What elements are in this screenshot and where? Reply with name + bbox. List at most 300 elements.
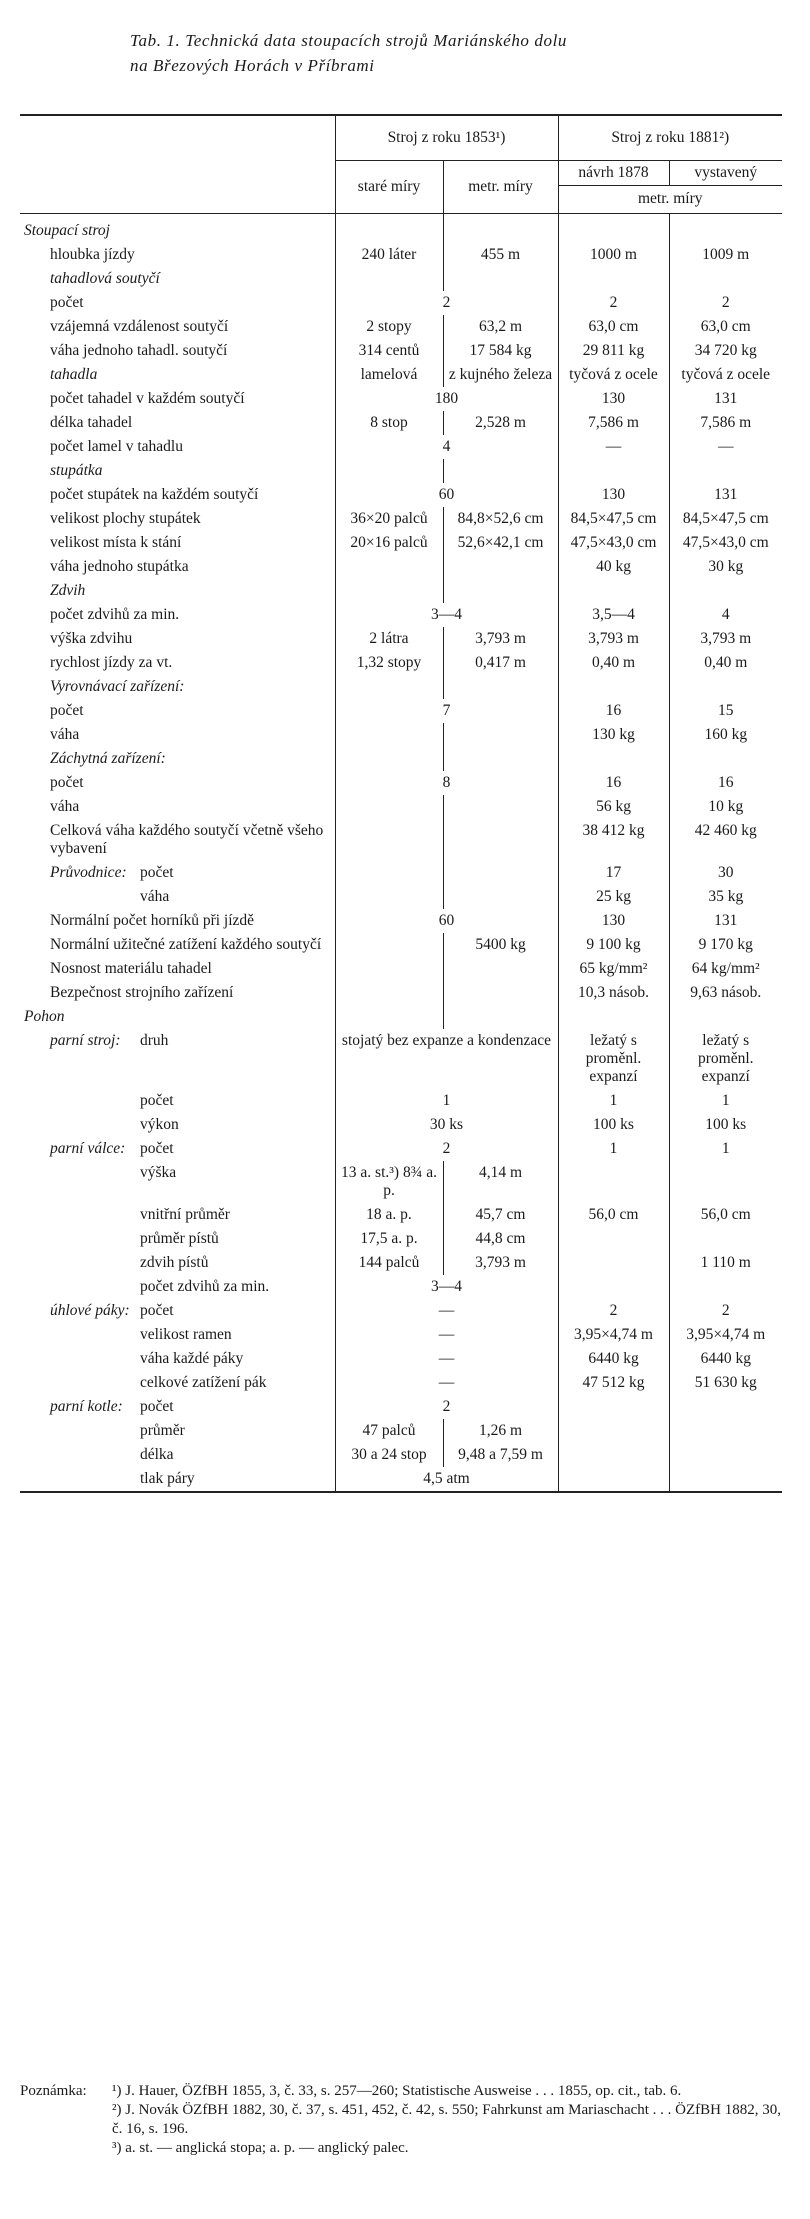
row-label: počet [140, 863, 174, 881]
value-1878-design: 10,3 násob. [558, 981, 669, 1005]
value-1878-design [558, 1395, 669, 1419]
value-1853-metric: 45,7 cm [443, 1203, 558, 1227]
row-label: průměr [140, 1421, 185, 1439]
value-1853-old-units [335, 981, 443, 1005]
table-row [20, 1419, 782, 1443]
value-1881-built [669, 1275, 782, 1299]
header-built: vystavený [669, 160, 782, 185]
header-1881: Stroj z roku 1881²) [558, 115, 782, 160]
value-1881-built: 0,40 m [669, 651, 782, 675]
row-group-label [20, 1089, 140, 1113]
row-label: počet zdvihů za min. [140, 1277, 270, 1295]
footnote-2: ²) J. Novák ÖZfBH 1882, 30, č. 37, s. 451, 452, č. 42, s. 550; Fahrkunst am Mariaschacht . . . ÖZfBH 1882, 30, č. 16, s. 196. [112, 2102, 782, 2137]
row-label: váha [50, 725, 80, 743]
header-1853: Stroj z roku 1853¹) [335, 115, 558, 160]
table-row [20, 1443, 782, 1467]
value-1878-design: 84,5×47,5 cm [558, 507, 669, 531]
value-1881-built [669, 267, 782, 291]
row-label: počet stupátek na každém soutyčí [50, 485, 259, 503]
table-row [20, 1203, 782, 1227]
value-1878-design: 130 [558, 387, 669, 411]
table-row [20, 771, 782, 795]
row-label: zdvih pístů [140, 1253, 209, 1271]
row-group-label [20, 1113, 140, 1137]
table-row [20, 531, 782, 555]
value-1853-metric [443, 747, 558, 771]
value-1881-built [669, 1005, 782, 1029]
table-row [20, 1089, 782, 1113]
value-1881-built: 3,793 m [669, 627, 782, 651]
value-1878-design [558, 1275, 669, 1299]
row-label: stupátka [50, 461, 103, 479]
value-1853-metric: 84,8×52,6 cm [443, 507, 558, 531]
value-1853-old-units [335, 795, 443, 819]
table-row [20, 1161, 782, 1203]
header-row-2 [20, 160, 782, 185]
value-1853-merged: 2 [335, 291, 558, 315]
value-1878-design: 1 [558, 1089, 669, 1113]
row-label: Nosnost materiálu tahadel [50, 959, 212, 977]
row-group-label [20, 1227, 140, 1251]
value-1881-built: 84,5×47,5 cm [669, 507, 782, 531]
value-1878-design: ležatý s proměnl. expanzí [558, 1029, 669, 1089]
row-label: průměr pístů [140, 1229, 219, 1247]
value-1853-old-units [335, 213, 443, 243]
row-label: počet lamel v tahadlu [50, 437, 183, 455]
value-1853-metric: 63,2 m [443, 315, 558, 339]
value-1881-built: 47,5×43,0 cm [669, 531, 782, 555]
value-1853-merged: 60 [335, 909, 558, 933]
row-label: váha [140, 887, 170, 905]
value-1853-metric [443, 819, 558, 861]
value-1853-metric: 3,793 m [443, 627, 558, 651]
table-row [20, 627, 782, 651]
row-group-label: Průvodnice: [50, 863, 127, 881]
value-1878-design: 6440 kg [558, 1347, 669, 1371]
table-row [20, 795, 782, 819]
value-1881-built: 6440 kg [669, 1347, 782, 1371]
value-1878-design [558, 579, 669, 603]
value-1853-metric [443, 1005, 558, 1029]
value-1878-design: 7,586 m [558, 411, 669, 435]
row-label: celkové zatížení pák [140, 1373, 267, 1391]
row-label: výška [140, 1163, 177, 1181]
value-1853-metric: z kujného železa [443, 363, 558, 387]
value-1881-built: 3,95×4,74 m [669, 1323, 782, 1347]
value-1878-design: 17 [558, 861, 669, 885]
value-1881-built: 1009 m [669, 243, 782, 267]
value-1853-merged: 30 ks [335, 1113, 558, 1137]
value-1853-merged: 3—4 [335, 1275, 558, 1299]
value-1878-design [558, 1251, 669, 1275]
row-label: velikost místa k stání [50, 533, 182, 551]
value-1853-metric: 0,417 m [443, 651, 558, 675]
value-1881-built: 131 [669, 483, 782, 507]
table-row [20, 339, 782, 363]
value-1878-design: 1000 m [558, 243, 669, 267]
value-1853-old-units: 2 látra [335, 627, 443, 651]
value-1881-built [669, 1419, 782, 1443]
value-1878-design: 40 kg [558, 555, 669, 579]
value-1878-design [558, 1227, 669, 1251]
value-1853-old-units: 20×16 palců [335, 531, 443, 555]
value-1853-metric [443, 675, 558, 699]
row-label: počet [50, 701, 84, 719]
value-1881-built: 63,0 cm [669, 315, 782, 339]
row-group-label [20, 1251, 140, 1275]
value-1878-design [558, 1005, 669, 1029]
table-row [20, 1251, 782, 1275]
value-1878-design: tyčová z ocele [558, 363, 669, 387]
value-1853-merged: — [335, 1323, 558, 1347]
footnotes [20, 2082, 790, 2158]
value-1881-built: — [669, 435, 782, 459]
value-1853-metric [443, 861, 558, 885]
row-group-label: parní válce: [50, 1139, 126, 1157]
value-1853-merged: — [335, 1371, 558, 1395]
value-1878-design: 16 [558, 771, 669, 795]
value-1881-built [669, 579, 782, 603]
row-group-label [20, 885, 140, 909]
row-label: počet [50, 773, 84, 791]
row-label: rychlost jízdy za vt. [50, 653, 173, 671]
row-group-label [20, 1161, 140, 1203]
value-1853-merged: 1 [335, 1089, 558, 1113]
row-label: výkon [140, 1115, 179, 1133]
table-row [20, 1113, 782, 1137]
value-1853-old-units [335, 459, 443, 483]
row-label: Zdvih [50, 581, 86, 599]
header-old-units: staré míry [335, 160, 443, 213]
value-1878-design: 0,40 m [558, 651, 669, 675]
table-row [20, 387, 782, 411]
value-1853-old-units [335, 675, 443, 699]
value-1853-old-units: 18 a. p. [335, 1203, 443, 1227]
table-row [20, 1137, 782, 1161]
value-1881-built: 9 170 kg [669, 933, 782, 957]
value-1881-built: 35 kg [669, 885, 782, 909]
value-1853-merged: — [335, 1347, 558, 1371]
value-1881-built: 9,63 násob. [669, 981, 782, 1005]
value-1881-built [669, 1227, 782, 1251]
value-1878-design: 100 ks [558, 1113, 669, 1137]
footnote-3: ³) a. st. — anglická stopa; a. p. — anglický palec. [112, 2140, 409, 2156]
row-group-label [20, 1443, 140, 1467]
table-row [20, 675, 782, 699]
value-1853-old-units: 36×20 palců [335, 507, 443, 531]
value-1853-merged: — [335, 1299, 558, 1323]
value-1881-built: 16 [669, 771, 782, 795]
table-row [20, 291, 782, 315]
value-1878-design: 25 kg [558, 885, 669, 909]
value-1853-old-units: 1,32 stopy [335, 651, 443, 675]
value-1878-design: 130 [558, 909, 669, 933]
value-1878-design [558, 1443, 669, 1467]
value-1853-metric: 2,528 m [443, 411, 558, 435]
value-1853-old-units [335, 957, 443, 981]
value-1853-old-units [335, 555, 443, 579]
value-1881-built: 131 [669, 387, 782, 411]
table-row [20, 747, 782, 771]
value-1878-design: 130 [558, 483, 669, 507]
value-1878-design: 56 kg [558, 795, 669, 819]
table-row [20, 699, 782, 723]
value-1853-merged: 7 [335, 699, 558, 723]
value-1881-built: 131 [669, 909, 782, 933]
value-1853-metric: 17 584 kg [443, 339, 558, 363]
row-label: váha [50, 797, 80, 815]
value-1853-metric: 9,48 a 7,59 m [443, 1443, 558, 1467]
value-1853-old-units [335, 747, 443, 771]
value-1853-metric [443, 981, 558, 1005]
value-1853-old-units: 314 centů [335, 339, 443, 363]
value-1853-old-units: 30 a 24 stop [335, 1443, 443, 1467]
value-1853-old-units [335, 861, 443, 885]
value-1878-design: 2 [558, 291, 669, 315]
row-label: počet [140, 1091, 174, 1109]
row-group-label [20, 1347, 140, 1371]
value-1853-metric [443, 885, 558, 909]
value-1853-metric [443, 795, 558, 819]
row-label: velikost plochy stupátek [50, 509, 201, 527]
value-1878-design [558, 675, 669, 699]
value-1853-metric: 44,8 cm [443, 1227, 558, 1251]
table-row [20, 1275, 782, 1299]
value-1878-design [558, 213, 669, 243]
table-row [20, 1005, 782, 1029]
table-row [20, 459, 782, 483]
value-1853-merged: 2 [335, 1137, 558, 1161]
row-label: Normální počet horníků při jízdě [50, 911, 255, 929]
value-1878-design: 29 811 kg [558, 339, 669, 363]
value-1878-design: 130 kg [558, 723, 669, 747]
table-row [20, 579, 782, 603]
table-row [20, 411, 782, 435]
value-1853-old-units: 47 palců [335, 1419, 443, 1443]
value-1878-design: 47,5×43,0 cm [558, 531, 669, 555]
row-label: vzájemná vzdálenost soutyčí [50, 317, 229, 335]
value-1853-old-units [335, 819, 443, 861]
value-1853-old-units [335, 579, 443, 603]
value-1878-design: 63,0 cm [558, 315, 669, 339]
value-1853-metric [443, 555, 558, 579]
row-label: počet zdvihů za min. [50, 605, 180, 623]
value-1853-old-units [335, 267, 443, 291]
table-caption [130, 28, 770, 78]
table-row [20, 435, 782, 459]
value-1853-merged: 8 [335, 771, 558, 795]
row-label: Celková váha každého soutyčí včetně všeho vybavení [50, 821, 324, 857]
row-label: Vyrovnávací zařízení: [50, 677, 185, 695]
value-1878-design: 56,0 cm [558, 1203, 669, 1227]
value-1853-old-units [335, 885, 443, 909]
value-1881-built: 34 720 kg [669, 339, 782, 363]
row-label: počet tahadel v každém soutyčí [50, 389, 245, 407]
row-label: váha jednoho tahadl. soutyčí [50, 341, 228, 359]
value-1881-built: 64 kg/mm² [669, 957, 782, 981]
table-row [20, 909, 782, 933]
value-1878-design: 3,5—4 [558, 603, 669, 627]
value-1878-design [558, 1419, 669, 1443]
value-1878-design: 1 [558, 1137, 669, 1161]
value-1881-built [669, 213, 782, 243]
footnote-label: Poznámka: [20, 2083, 87, 2099]
value-1853-merged: 180 [335, 387, 558, 411]
row-group-label [20, 1275, 140, 1299]
value-1881-built: 30 kg [669, 555, 782, 579]
row-label: počet [140, 1301, 174, 1319]
value-1853-merged: 60 [335, 483, 558, 507]
value-1881-built: 1 [669, 1137, 782, 1161]
value-1853-metric: 455 m [443, 243, 558, 267]
value-1853-merged: stojatý bez expanze a kondenzace [335, 1029, 558, 1089]
table-row [20, 1395, 782, 1419]
row-label: hloubka jízdy [50, 245, 135, 263]
value-1853-old-units: 8 stop [335, 411, 443, 435]
value-1853-metric: 5400 kg [443, 933, 558, 957]
table-row [20, 267, 782, 291]
row-group-label: parní stroj: [50, 1031, 121, 1049]
row-group-label [20, 1323, 140, 1347]
value-1881-built: 56,0 cm [669, 1203, 782, 1227]
value-1878-design: 16 [558, 699, 669, 723]
row-label: počet [140, 1139, 174, 1157]
value-1881-built: 10 kg [669, 795, 782, 819]
value-1881-built: 30 [669, 861, 782, 885]
row-group-label [20, 1419, 140, 1443]
value-1881-built: 160 kg [669, 723, 782, 747]
header-row-1 [20, 115, 782, 160]
value-1878-design: 2 [558, 1299, 669, 1323]
value-1878-design: 38 412 kg [558, 819, 669, 861]
caption-line-1: Tab. 1. Technická data stoupacích strojů Mariánského dolu [130, 31, 567, 50]
row-label: velikost ramen [140, 1325, 232, 1343]
value-1878-design: 9 100 kg [558, 933, 669, 957]
value-1881-built: 42 460 kg [669, 819, 782, 861]
value-1881-built: 7,586 m [669, 411, 782, 435]
table-row [20, 981, 782, 1005]
value-1878-design [558, 267, 669, 291]
value-1853-metric [443, 579, 558, 603]
value-1853-old-units: 144 palců [335, 1251, 443, 1275]
header-design-1878: návrh 1878 [558, 160, 669, 185]
value-1881-built [669, 459, 782, 483]
row-label: Bezpečnost strojního zařízení [50, 983, 234, 1001]
value-1853-metric: 3,793 m [443, 1251, 558, 1275]
value-1881-built: tyčová z ocele [669, 363, 782, 387]
table-row [20, 723, 782, 747]
technical-data-table [20, 114, 782, 1493]
table-row [20, 861, 782, 885]
row-label: váha jednoho stupátka [50, 557, 189, 575]
table-row [20, 1323, 782, 1347]
value-1853-old-units: 17,5 a. p. [335, 1227, 443, 1251]
value-1881-built [669, 1161, 782, 1203]
value-1853-old-units [335, 1005, 443, 1029]
value-1853-old-units [335, 933, 443, 957]
value-1853-merged: 4 [335, 435, 558, 459]
table-row [20, 315, 782, 339]
value-1881-built: 2 [669, 291, 782, 315]
value-1853-metric [443, 957, 558, 981]
value-1853-old-units: lamelová [335, 363, 443, 387]
value-1881-built: ležatý s proměnl. expanzí [669, 1029, 782, 1089]
row-label: vnitřní průměr [140, 1205, 230, 1223]
value-1878-design [558, 1467, 669, 1492]
value-1853-metric: 52,6×42,1 cm [443, 531, 558, 555]
table-row [20, 483, 782, 507]
caption-line-2: na Březových Horách v Příbrami [130, 56, 375, 75]
header-metr-units-2: metr. míry [558, 185, 782, 213]
value-1878-design: 65 kg/mm² [558, 957, 669, 981]
table-row [20, 885, 782, 909]
value-1853-old-units: 13 a. st.³) 8¾ a. p. [335, 1161, 443, 1203]
row-label: výška zdvihu [50, 629, 133, 647]
row-label: tahadla [50, 365, 98, 383]
value-1853-metric [443, 213, 558, 243]
row-label: druh [140, 1031, 169, 1049]
header-metr-units: metr. míry [443, 160, 558, 213]
row-label: Pohon [24, 1007, 65, 1025]
value-1878-design [558, 1161, 669, 1203]
value-1853-metric: 1,26 m [443, 1419, 558, 1443]
table-row [20, 957, 782, 981]
row-group-label: úhlové páky: [50, 1301, 130, 1319]
row-group-label [20, 1467, 140, 1492]
table-row [20, 1029, 782, 1089]
row-label: počet [50, 293, 84, 311]
value-1878-design: 3,793 m [558, 627, 669, 651]
value-1881-built: 51 630 kg [669, 1371, 782, 1395]
value-1853-merged: 4,5 atm [335, 1467, 558, 1492]
value-1853-metric [443, 723, 558, 747]
value-1853-old-units [335, 723, 443, 747]
value-1881-built [669, 1467, 782, 1492]
row-label: počet [140, 1397, 174, 1415]
row-group-label [20, 1203, 140, 1227]
row-label: tahadlová soutyčí [50, 269, 160, 287]
value-1881-built [669, 675, 782, 699]
row-label: Stoupací stroj [24, 221, 110, 239]
value-1878-design: 3,95×4,74 m [558, 1323, 669, 1347]
table-row [20, 1371, 782, 1395]
table-row [20, 507, 782, 531]
table-row [20, 1467, 782, 1492]
table-row [20, 651, 782, 675]
value-1881-built [669, 747, 782, 771]
table-row [20, 1227, 782, 1251]
table-row [20, 363, 782, 387]
row-label: Normální užitečné zatížení každého soutyčí [50, 935, 322, 953]
value-1853-old-units: 240 láter [335, 243, 443, 267]
value-1853-merged: 2 [335, 1395, 558, 1419]
value-1881-built [669, 1443, 782, 1467]
table-row [20, 1299, 782, 1323]
row-label: tlak páry [140, 1467, 335, 1492]
row-label: Záchytná zařízení: [50, 749, 166, 767]
table-row [20, 933, 782, 957]
row-group-label: parní kotle: [50, 1397, 123, 1415]
table-row [20, 819, 782, 861]
value-1853-metric [443, 459, 558, 483]
table-row [20, 213, 782, 243]
table-row [20, 555, 782, 579]
value-1853-metric [443, 267, 558, 291]
value-1881-built [669, 1395, 782, 1419]
value-1881-built: 100 ks [669, 1113, 782, 1137]
footnote-1: ¹) J. Hauer, ÖZfBH 1855, 3, č. 33, s. 257—260; Statistische Ausweise . . . 1855, op. cit., tab. 6. [112, 2083, 682, 2099]
value-1881-built: 1 110 m [669, 1251, 782, 1275]
